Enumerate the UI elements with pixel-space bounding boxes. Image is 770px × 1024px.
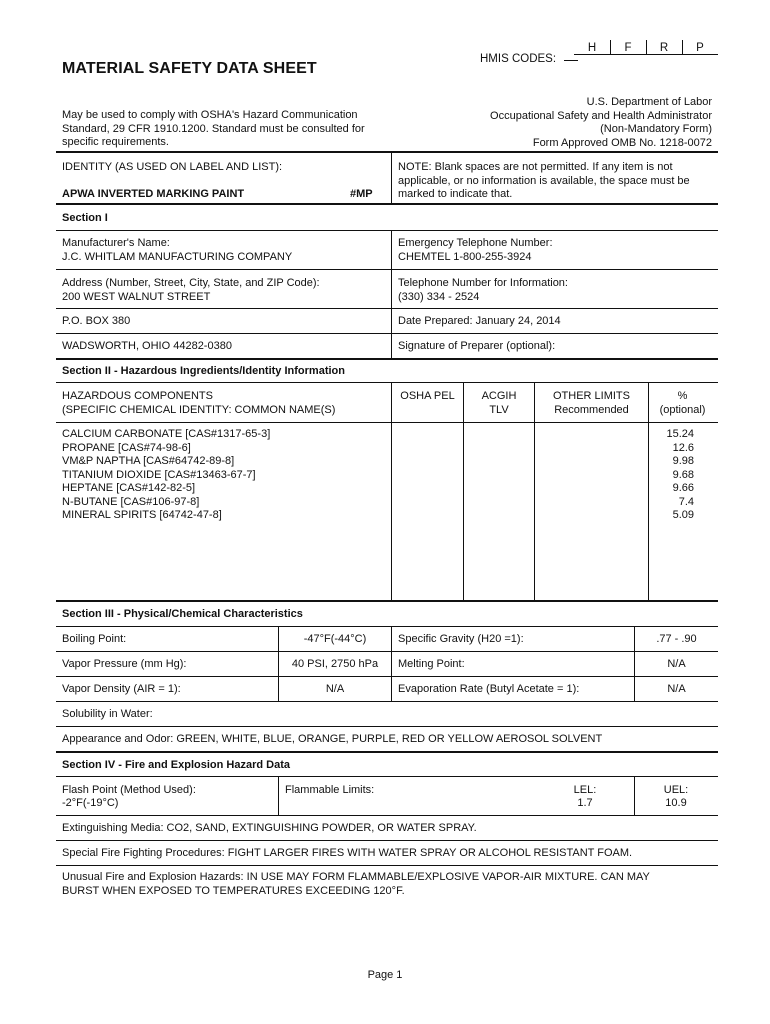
lel-label: LEL: [573, 784, 597, 796]
component-percent: 5.09 [672, 509, 694, 521]
rule [56, 600, 718, 602]
rule [56, 815, 718, 816]
component-name: PROPANE [CAS#74-98-6] [62, 441, 191, 454]
boiling-point-value: -47°F(-44°C) [303, 633, 367, 645]
rule [56, 865, 718, 866]
hmis-code-p: P [696, 42, 704, 54]
extinguishing-media: Extinguishing Media: CO2, SAND, EXTINGUISHING POWDER, OR WATER SPRAY. [62, 822, 477, 834]
section-3-title: Section III - Physical/Chemical Characteristics [62, 608, 303, 620]
compliance-note: May be used to comply with OSHA's Hazard Communication Standard, 29 CFR 1910.1200. Standard must be consulted for specific requirements. [62, 109, 365, 148]
percent-list [649, 428, 694, 523]
page-number: Page 1 [367, 969, 403, 981]
date-prepared: Date Prepared: January 24, 2014 [398, 315, 561, 327]
component-percent: 9.66 [672, 482, 694, 494]
component-name: N-BUTANE [CAS#106-97-8] [62, 495, 200, 508]
section-1-title: Section I [62, 212, 108, 224]
info-phone: (330) 334 - 2524 [398, 291, 480, 303]
rule [391, 382, 392, 600]
rule [56, 626, 718, 627]
rule [56, 676, 718, 677]
rule [56, 203, 718, 205]
component-name: VM&P NAPTHA [CAS#64742-89-8] [62, 455, 235, 467]
rule [56, 382, 718, 383]
signature-label: Signature of Preparer (optional): [398, 340, 556, 352]
section-4-title: Section IV - Fire and Explosion Hazard Data [62, 759, 290, 771]
rule [56, 840, 718, 841]
uel-label: UEL: [663, 784, 689, 796]
address-street: 200 WEST WALNUT STREET [62, 291, 211, 303]
product-name: APWA INVERTED MARKING PAINT [62, 188, 245, 200]
rule [56, 422, 718, 423]
po-box: P.O. BOX 380 [62, 315, 131, 327]
osha-pel-header: OSHA PEL [400, 390, 455, 402]
solubility-label: Solubility in Water: [62, 708, 153, 720]
component-percent: 7.4 [678, 495, 694, 508]
address-label: Address (Number, Street, City, State, and ZIP Code): [62, 277, 320, 289]
hmis-underline [574, 54, 718, 55]
agency-info: U.S. Department of Labor Occupational Safety and Health Administrator (Non-Mandatory Form) Form Approved OMB No. 1218-0072 [490, 96, 712, 149]
identity-label: IDENTITY (AS USED ON LABEL AND LIST): [62, 161, 283, 173]
evaporation-rate-value: N/A [667, 683, 686, 695]
rule [56, 701, 718, 702]
product-code: #MP [350, 188, 373, 200]
rule [56, 333, 718, 334]
hmis-code-r: R [659, 42, 669, 54]
flash-point-label: Flash Point (Method Used): [62, 784, 196, 796]
specific-gravity-value: .77 - .90 [656, 633, 697, 645]
rule [56, 776, 718, 777]
vapor-density-value: N/A [325, 683, 345, 695]
rule [56, 269, 718, 270]
city-state-zip: WADSWORTH, OHIO 44282-0380 [62, 340, 232, 352]
emergency-phone: CHEMTEL 1-800-255-3924 [398, 251, 532, 263]
acgih-tlv-header: ACGIH TLV [481, 390, 517, 416]
flammable-limits-label: Flammable Limits: [285, 784, 375, 796]
component-percent: 9.68 [672, 468, 694, 481]
document-title: MATERIAL SAFETY DATA SHEET [62, 60, 317, 77]
hmis-leader-line [564, 60, 578, 61]
vapor-pressure-value: 40 PSI, 2750 hPa [291, 658, 379, 670]
hmis-codes-box [574, 40, 718, 66]
section-2-title: Section II - Hazardous Ingredients/Identity Information [62, 365, 345, 377]
special-procedures: Special Fire Fighting Procedures: FIGHT LARGER FIRES WITH WATER SPRAY OR ALCOHOL RESISTANT FOAM. [62, 847, 633, 859]
rule [278, 776, 279, 815]
hmis-codes-label: HMIS CODES: [480, 53, 557, 65]
unusual-hazards: Unusual Fire and Explosion Hazards: IN USE MAY FORM FLAMMABLE/EXPLOSIVE VAPOR-AIR MIXTURE. CAN MAY BURST WHEN EXPOSED TO TEMPERATURES EXCEEDING 120°F. [62, 871, 650, 897]
rule [56, 726, 718, 727]
info-phone-label: Telephone Number for Information: [398, 277, 568, 289]
rule [56, 651, 718, 652]
appearance-odor: Appearance and Odor: GREEN, WHITE, BLUE, ORANGE, PURPLE, RED OR YELLOW AEROSOL SOLVENT [62, 733, 603, 745]
vapor-pressure-label: Vapor Pressure (mm Hg): [62, 658, 187, 670]
component-name: TITANIUM DIOXIDE [CAS#13463-67-7] [62, 468, 256, 481]
other-limits-header: OTHER LIMITS Recommended [552, 390, 630, 416]
component-percent: 15.24 [666, 428, 694, 440]
components-header: HAZARDOUS COMPONENTS (SPECIFIC CHEMICAL IDENTITY: COMMON NAME(S) [62, 390, 336, 416]
rule [56, 308, 718, 309]
blank-space-note: NOTE: Blank spaces are not permitted. If any item is not applicable, or no information is available, the space must be marked to indicate that. [398, 161, 690, 200]
rule [56, 751, 718, 753]
component-percent: 9.98 [672, 455, 694, 467]
rule [391, 152, 392, 203]
specific-gravity-label: Specific Gravity (H20 =1): [398, 633, 524, 645]
percent-header: % (optional) [659, 390, 706, 416]
emergency-phone-label: Emergency Telephone Number: [398, 237, 553, 249]
rule [56, 151, 718, 153]
boiling-point-label: Boiling Point: [62, 633, 127, 645]
hmis-code-h: H [587, 42, 597, 54]
rule [56, 358, 718, 360]
melting-point-label: Melting Point: [398, 658, 465, 670]
manufacturer-name: J.C. WHITLAM MANUFACTURING COMPANY [62, 251, 293, 263]
component-name: MINERAL SPIRITS [64742-47-8] [62, 509, 222, 521]
component-name: CALCIUM CARBONATE [CAS#1317-65-3] [62, 428, 271, 440]
rule [391, 626, 392, 701]
component-list [62, 428, 270, 523]
component-percent: 12.6 [672, 441, 694, 454]
component-name: HEPTANE [CAS#142-82-5] [62, 482, 196, 494]
melting-point-value: N/A [667, 658, 686, 670]
hmis-code-f: F [624, 42, 632, 54]
lel-value: 1.7 [577, 797, 593, 809]
manufacturer-label: Manufacturer's Name: [62, 237, 170, 249]
uel-value: 10.9 [665, 797, 687, 809]
evaporation-rate-label: Evaporation Rate (Butyl Acetate = 1): [398, 683, 580, 695]
rule [56, 230, 718, 231]
rule [634, 776, 635, 815]
vapor-density-label: Vapor Density (AIR = 1): [62, 683, 181, 695]
flash-point-value: -2°F(-19°C) [62, 797, 119, 809]
rule [391, 230, 392, 358]
